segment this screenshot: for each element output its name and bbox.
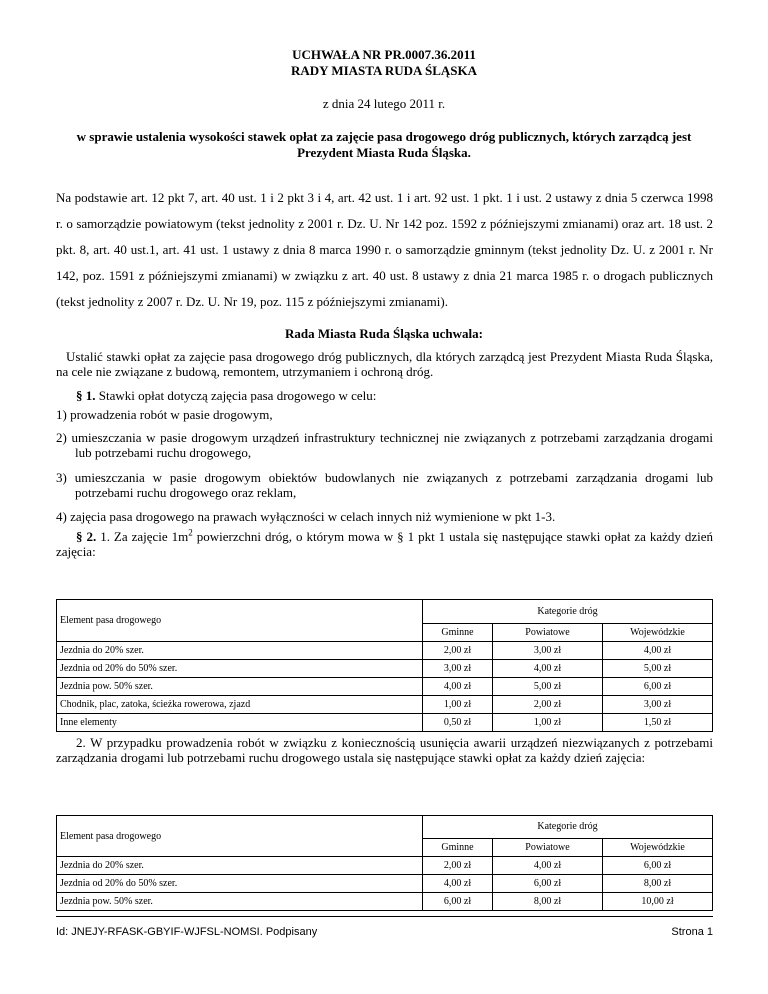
table-header-col: Wojewódzkie <box>603 838 713 856</box>
table-row <box>57 678 713 696</box>
cell-value: 3,00 zł <box>423 660 493 678</box>
cell-value: 4,00 zł <box>603 642 713 660</box>
list-item: 2) umieszczania w pasie drogowym urządzeń infrastruktury technicznej nie związanych z potrzebami zarządzania drogami lub potrzebami ruchu drogowego, <box>56 430 713 460</box>
cell-value: 2,00 zł <box>493 696 603 714</box>
row-label: Jezdnia od 20% do 50% szer. <box>57 875 423 893</box>
legal-basis: Na podstawie art. 12 pkt 7, art. 40 ust. 1 i 2 pkt 3 i 4, art. 42 ust. 1 i art. 92 ust. 1 pkt. 1 i ust. 2 ustawy z dnia 5 czerwca 1998 r. o samorządzie powiatowym (tekst jednolity z 2001 r. Dz. U. Nr 142 poz. 1592 z późniejszymi zmianami) oraz art. 18 ust. 2 pkt. 8, art. 40 ust.1, art. 41 ust. 1 ustawy z dnia 8 marca 1990 r. o samorządzie gminnym (tekst jednolity Dz. U. z 2001 r. Nr 142, poz. 1591 z późniejszymi zmianami) w związku z art. 40 ust. 8 ustawy z dnia 21 marca 1985 r. o drogach publicznych (tekst jednolity z 2007 r. Dz. U. Nr 19, poz. 115 z późniejszymi zmianami). <box>56 190 713 309</box>
list-item: 3) umieszczania w pasie drogowym obiektów budowlanych nie związanych z potrzebami zarządzania drogami lub potrzebami ruchu drogowego oraz reklam, <box>56 470 713 500</box>
resolution-date: z dnia 24 lutego 2011 r. <box>322 96 446 111</box>
table-row <box>57 696 713 714</box>
table-header-col: Gminne <box>423 838 493 856</box>
cell-value: 4,00 zł <box>423 678 493 696</box>
row-label: Jezdnia pow. 50% szer. <box>57 678 423 696</box>
cell-value: 8,00 zł <box>603 875 713 893</box>
table-header-group: Kategorie dróg <box>423 816 713 839</box>
paragraph-2 <box>56 529 713 559</box>
table-header-element: Element pasa drogowego <box>57 816 423 857</box>
cell-value: 10,00 zł <box>603 893 713 911</box>
cell-value: 2,00 zł <box>423 642 493 660</box>
row-label: Jezdnia pow. 50% szer. <box>57 893 423 911</box>
page-number: Strona 1 <box>671 926 713 938</box>
table-row <box>57 642 713 660</box>
table-row <box>57 875 713 893</box>
table-row <box>57 660 713 678</box>
cell-value: 1,00 zł <box>423 696 493 714</box>
table-header-col: Powiatowe <box>493 838 603 856</box>
cell-value: 6,00 zł <box>423 893 493 911</box>
list-item: 4) zajęcia pasa drogowego na prawach wyłączności w celach innych niż wymienione w pkt 1-3. <box>56 509 556 524</box>
cell-value: 6,00 zł <box>493 875 603 893</box>
cell-value: 6,00 zł <box>603 857 713 875</box>
row-label: Chodnik, plac, zatoka, ścieżka rowerowa, zjazd <box>57 696 423 714</box>
cell-value: 0,50 zł <box>423 714 493 732</box>
cell-value: 4,00 zł <box>493 660 603 678</box>
document-id: Id: JNEJY-RFASK-GBYIF-WJFSL-NOMSI. Podpisany <box>56 926 318 938</box>
cell-value: 1,50 zł <box>603 714 713 732</box>
paragraph-1-mark: § 1. <box>76 388 96 403</box>
row-label: Jezdnia do 20% szer. <box>57 857 423 875</box>
cell-value: 4,00 zł <box>423 875 493 893</box>
rates-table-2 <box>56 815 713 911</box>
council-resolves-heading: Rada Miasta Ruda Śląska uchwala: <box>285 326 483 341</box>
paragraph-2-point-2: 2. W przypadku prowadzenia robót w związku z koniecznością usunięcia awarii urządzeń niezwiązanych z potrzebami zarządzania drogami lub potrzebami ruchu drogowego ustala się następujące stawki opłat za każdy dzień zajęcia: <box>56 735 713 765</box>
list-item: 1) prowadzenia robót w pasie drogowym, <box>56 407 273 422</box>
row-label: Jezdnia do 20% szer. <box>57 642 423 660</box>
cell-value: 5,00 zł <box>603 660 713 678</box>
cell-value: 3,00 zł <box>603 696 713 714</box>
intro-paragraph: Ustalić stawki opłat za zajęcie pasa drogowego dróg publicznych, dla których zarządcą jest Prezydent Miasta Ruda Śląska, na cele nie związane z budową, remontem, utrzymaniem i ochroną dróg. <box>56 349 713 379</box>
paragraph-2-text-b: powierzchni dróg, o którym mowa w § 1 pkt 1 ustala się następujące stawki opłat za każdy dzień zajęcia: <box>56 529 714 559</box>
table-header-group: Kategorie dróg <box>423 600 713 624</box>
resolution-subject: w sprawie ustalenia wysokości stawek opłat za zajęcie pasa drogowego dróg publicznych, których zarządcą jest Prezydent Miasta Ruda Śląska. <box>76 129 692 160</box>
cell-value: 4,00 zł <box>493 857 603 875</box>
table-row <box>57 857 713 875</box>
table-header-col: Powiatowe <box>493 624 603 642</box>
table-header-col: Wojewódzkie <box>603 624 713 642</box>
rates-table-1 <box>56 599 713 732</box>
footer-divider <box>56 916 713 917</box>
cell-value: 1,00 zł <box>493 714 603 732</box>
table-header-element: Element pasa drogowego <box>57 600 423 642</box>
paragraph-1 <box>76 388 713 403</box>
paragraph-1-text: Stawki opłat dotyczą zajęcia pasa drogowego w celu: <box>95 388 377 403</box>
cell-value: 8,00 zł <box>493 893 603 911</box>
paragraph-2-mark: § 2. <box>76 529 97 544</box>
table-row <box>57 893 713 911</box>
cell-value: 5,00 zł <box>493 678 603 696</box>
council-name: RADY MIASTA RUDA ŚLĄSKA <box>291 63 477 78</box>
cell-value: 2,00 zł <box>423 857 493 875</box>
row-label: Jezdnia od 20% do 50% szer. <box>57 660 423 678</box>
paragraph-2-text-a: 1. Za zajęcie 1m <box>96 529 189 544</box>
row-label: Inne elementy <box>57 714 423 732</box>
cell-value: 3,00 zł <box>493 642 603 660</box>
cell-value: 6,00 zł <box>603 678 713 696</box>
table-row <box>57 714 713 732</box>
resolution-number: UCHWAŁA NR PR.0007.36.2011 <box>292 47 476 62</box>
superscript: 2 <box>188 527 193 538</box>
table-header-col: Gminne <box>423 624 493 642</box>
